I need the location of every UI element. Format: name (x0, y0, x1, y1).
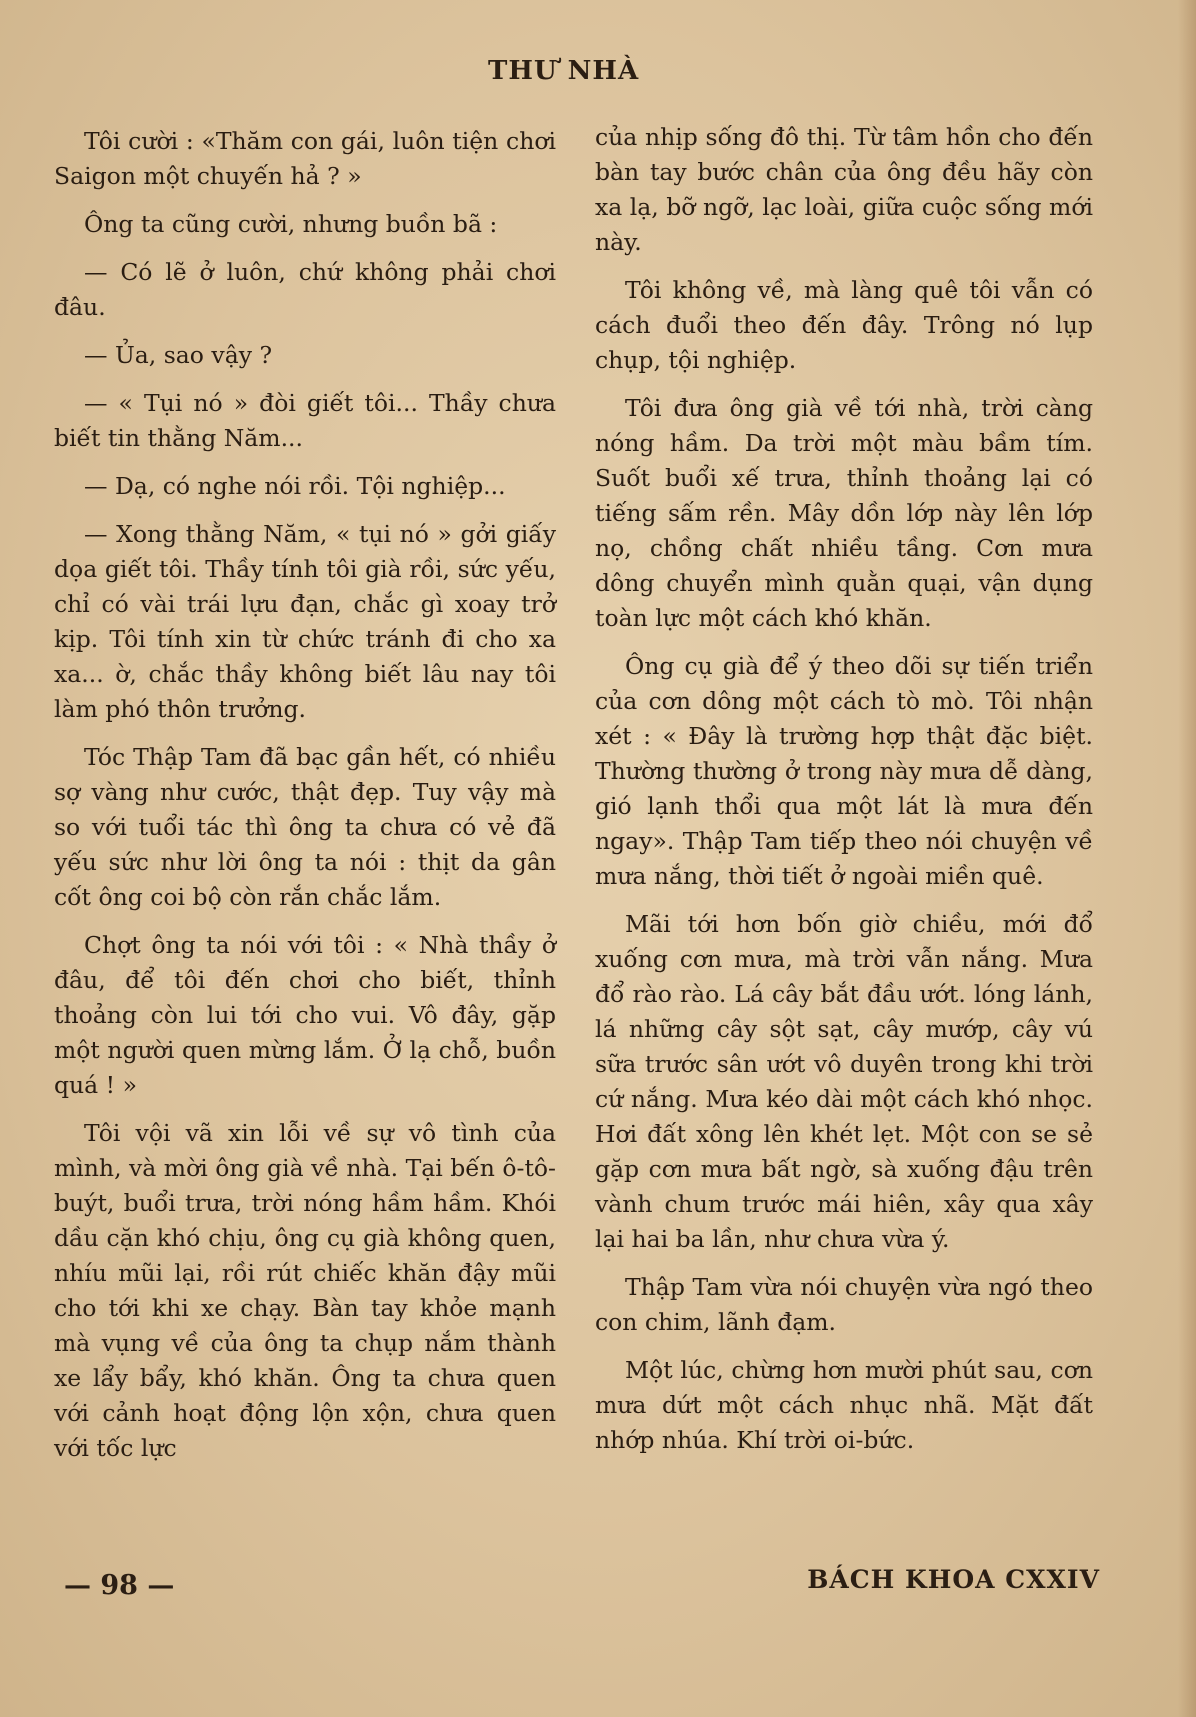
paragraph: Mãi tới hơn bốn giờ chiều, mới đổ xuống cơn mưa, mà trời vẫn nắng. Mưa đổ rào rào. Lá cây bắt đầu ướt. lóng lánh, lá những cây sột sạt, cây mướp, cây vú sữa trước sân ướt vô duyên trong khi trời cứ nắng. Mưa kéo dài một cách khó nhọc. Hơi đất xông lên khét lẹt. Một con se sẻ gặp cơn mưa bất ngờ, sà xuống đậu trên vành chum trước mái hiên, xây qua xây lại hai ba lần, như chưa vừa ý. (595, 910, 1093, 1253)
page-number: — 98 — (64, 1570, 175, 1601)
paragraph: Ông ta cũng cười, nhưng buồn bã : (84, 210, 498, 238)
paragraph: — Có lẽ ở luôn, chứ không phải chơi đâu. (54, 258, 556, 321)
right-column (595, 120, 1093, 1471)
paragraph: Tôi vội vã xin lỗi về sự vô tình của mình, và mời ông già về nhà. Tại bến ô-tô-buýt, buổi trưa, trời nóng hầm hầm. Khói dầu cặn khó chịu, ông cụ già không quen, nhíu mũi lại, rồi rút chiếc khăn đậy mũi cho tới khi xe chạy. Bàn tay khỏe mạnh mà vụng về của ông ta chụp nắm thành xe lẩy bẩy, khó khăn. Ông ta chưa quen với cảnh hoạt động lộn xộn, chưa quen với tốc lực (54, 1119, 556, 1462)
page-edge-shadow (1178, 0, 1196, 1717)
paragraph: Thập Tam vừa nói chuyện vừa ngó theo con chim, lãnh đạm. (595, 1273, 1093, 1336)
journal-name: BÁCH KHOA CXXIV (807, 1565, 1100, 1594)
paragraph: — « Tụi nó » đòi giết tôi... Thầy chưa biết tin thằng Năm... (54, 389, 556, 452)
paragraph: của nhịp sống đô thị. Từ tâm hồn cho đến bàn tay bước chân của ông đều hãy còn xa lạ, bỡ ngỡ, lạc loài, giữa cuộc sống mới này. (595, 123, 1093, 256)
paragraph: Tóc Thập Tam đã bạc gần hết, có nhiều sợ vàng như cước, thật đẹp. Tuy vậy mà so với tuổi tác thì ông ta chưa có vẻ đã yếu sức như lời ông ta nói : thịt da gân cốt ông coi bộ còn rắn chắc lắm. (54, 743, 556, 911)
paragraph: Chợt ông ta nói với tôi : « Nhà thầy ở đâu, để tôi đến chơi cho biết, thỉnh thoảng còn lui tới cho vui. Vô đây, gặp một người quen mừng lắm. Ở lạ chỗ, buồn quá ! » (54, 931, 556, 1099)
paragraph: Tôi không về, mà làng quê tôi vẫn có cách đuổi theo đến đây. Trông nó lụp chụp, tội nghiệp. (595, 276, 1093, 374)
paragraph: Một lúc, chừng hơn mười phút sau, cơn mưa dứt một cách nhục nhã. Mặt đất nhớp nhúa. Khí trời oi-bức. (595, 1356, 1093, 1454)
paragraph: — Xong thằng Năm, « tụi nó » gởi giấy dọa giết tôi. Thầy tính tôi già rồi, sức yếu, chỉ có vài trái lựu đạn, chắc gì xoay trở kịp. Tôi tính xin từ chức tránh đi cho xa xa... ờ, chắc thầy không biết lâu nay tôi làm phó thôn trưởng. (54, 520, 556, 723)
left-column (54, 124, 556, 1479)
paragraph: — Ủa, sao vậy ? (84, 341, 273, 369)
running-title: THƯ NHÀ (488, 56, 640, 86)
paragraph: — Dạ, có nghe nói rồi. Tội nghiệp... (84, 472, 506, 500)
paragraph: Tôi cười : «Thăm con gái, luôn tiện chơi Saigon một chuyến hả ? » (54, 127, 556, 190)
paragraph: Tôi đưa ông già về tới nhà, trời càng nóng hầm. Da trời một màu bầm tím. Suốt buổi xế trưa, thỉnh thoảng lại có tiếng sấm rền. Mây dồn lớp này lên lớp nọ, chồng chất nhiều tầng. Cơn mưa dông chuyển mình quằn quại, vận dụng toàn lực một cách khó khăn. (595, 394, 1093, 632)
paragraph: Ông cụ già để ý theo dõi sự tiến triển của cơn dông một cách tò mò. Tôi nhận xét : « Đây là trường hợp thật đặc biệt. Thường thường ở trong này mưa dễ dàng, gió lạnh thổi qua một lát là mưa đến ngay». Thập Tam tiếp theo nói chuyện về mưa nắng, thời tiết ở ngoài miền quê. (595, 652, 1093, 890)
